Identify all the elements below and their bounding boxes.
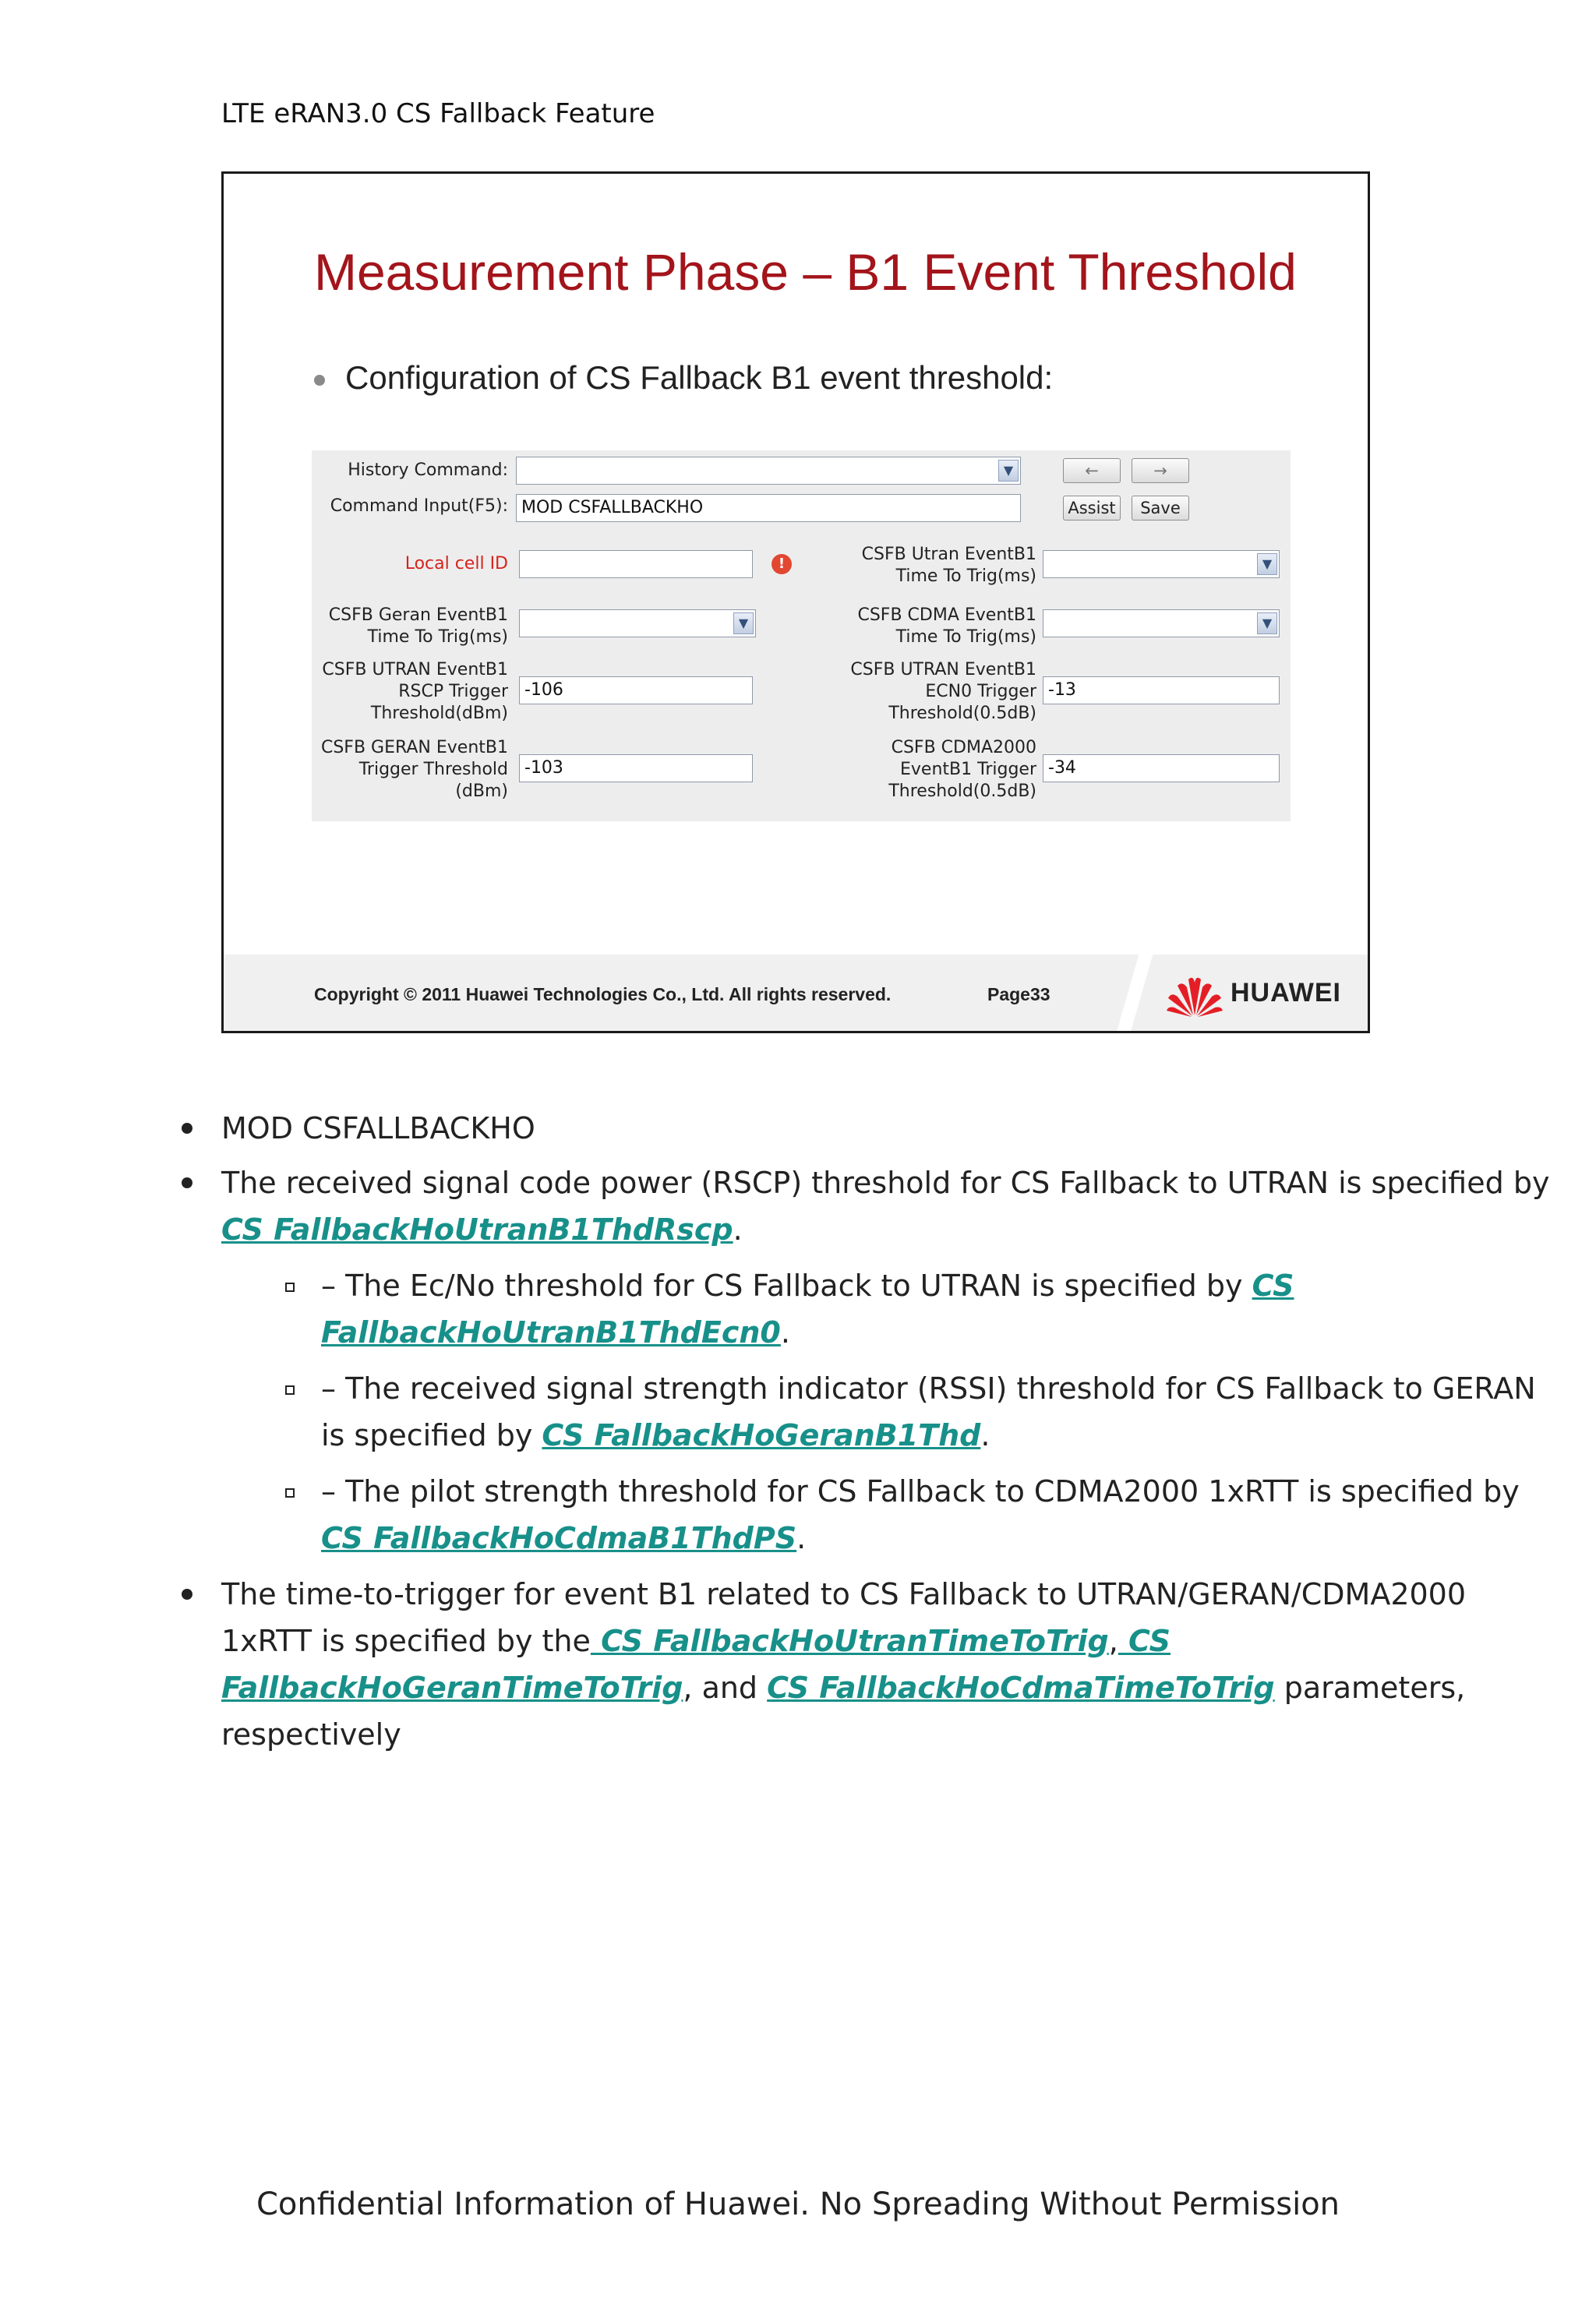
parameter-link[interactable]: CS FallbackHoCdmaTimeToTrig: [767, 1671, 1275, 1705]
slide: [221, 171, 1370, 1033]
mml-command-panel: [312, 450, 1291, 821]
geran-threshold-input[interactable]: -103: [519, 754, 753, 782]
history-command-dropdown[interactable]: [516, 457, 1021, 485]
bullet-dot: [182, 1177, 192, 1188]
chevron-down-icon: ▼: [1257, 553, 1277, 575]
list-item: MOD CSFALLBACKHO: [221, 1105, 535, 1152]
square-bullet: [285, 1488, 295, 1498]
slide-page-number: Page33: [987, 984, 1050, 1004]
back-arrow-button[interactable]: ←: [1063, 458, 1121, 483]
bullet-dot: [314, 375, 325, 386]
footer-divider: [1115, 950, 1154, 1033]
utran-ecn0-threshold-label: CSFB UTRAN EventB1 ECN0 Trigger Threshold(0.5dB): [850, 660, 1036, 723]
slide-footer: [224, 955, 1368, 1031]
geran-time-to-trig-label: CSFB Geran EventB1 Time To Trig(ms): [328, 605, 508, 647]
huawei-logo-text: HUAWEI: [1231, 978, 1341, 1008]
copyright-text: Copyright © 2011 Huawei Technologies Co., Ltd. All rights reserved.: [314, 984, 892, 1004]
parameter-link[interactable]: FallbackHoGeranTimeToTrig: [221, 1671, 683, 1705]
warning-icon: !: [772, 554, 792, 574]
cdma2000-threshold-input[interactable]: -34: [1043, 754, 1280, 782]
geran-time-to-trig-dropdown[interactable]: [519, 609, 756, 637]
utran-time-to-trig-label: CSFB Utran EventB1 Time To Trig(ms): [861, 545, 1036, 586]
chevron-down-icon: ▼: [1257, 612, 1277, 634]
square-bullet: [285, 1283, 295, 1292]
list-item: The time-to-trigger for event B1 related to CS Fallback to UTRAN/GERAN/CDMA2000: [221, 1571, 1466, 1618]
save-button[interactable]: Save: [1132, 496, 1189, 521]
list-item-continuation: 1xRTT is specified by the CS FallbackHoUtranTimeToTrig, CS: [221, 1624, 1171, 1658]
sub-list-item-continuation: FallbackHoUtranB1ThdEcn0.: [321, 1315, 790, 1350]
utran-rscp-threshold-input[interactable]: -106: [519, 676, 753, 704]
parameter-link[interactable]: CS: [1118, 1624, 1171, 1658]
history-command-label: History Command:: [348, 461, 508, 480]
page-footer: Confidential Information of Huawei. No Spreading Without Permission: [256, 2186, 1340, 2222]
parameter-link[interactable]: CS FallbackHoUtranB1ThdRscp: [221, 1212, 733, 1247]
assist-button[interactable]: Assist: [1063, 496, 1121, 521]
cdma2000-threshold-label: CSFB CDMA2000 EventB1 Trigger Threshold(0.5dB): [888, 738, 1036, 801]
parameter-link[interactable]: CS FallbackHoUtranTimeToTrig: [590, 1624, 1109, 1658]
geran-threshold-label: CSFB GERAN EventB1 Trigger Threshold (dBm): [320, 738, 508, 801]
square-bullet: [285, 1385, 295, 1395]
parameter-link[interactable]: CS FallbackHoCdmaB1ThdPS: [321, 1521, 797, 1555]
sub-list-item: – The received signal strength indicator (RSSI) threshold for CS Fallback to GERAN: [321, 1365, 1536, 1412]
bullet-dot: [182, 1589, 192, 1600]
document-header: LTE eRAN3.0 CS Fallback Feature: [221, 98, 655, 129]
sub-list-item-continuation: is specified by CS FallbackHoGeranB1Thd.: [321, 1418, 990, 1452]
parameter-link[interactable]: FallbackHoUtranB1ThdEcn0: [321, 1315, 781, 1350]
command-input-label: Command Input(F5):: [330, 496, 508, 516]
local-cell-id-label: Local cell ID: [404, 554, 508, 573]
forward-arrow-button[interactable]: →: [1132, 458, 1189, 483]
bullet-dot: [182, 1123, 192, 1134]
chevron-down-icon: ▼: [998, 460, 1019, 482]
parameter-link[interactable]: CS FallbackHoGeranB1Thd: [542, 1418, 981, 1452]
sub-list-item-continuation: CS FallbackHoCdmaB1ThdPS.: [321, 1521, 807, 1555]
utran-time-to-trig-dropdown[interactable]: [1043, 550, 1280, 578]
command-input-field[interactable]: MOD CSFALLBACKHO: [516, 494, 1021, 522]
huawei-logo-icon: [1167, 973, 1223, 1017]
utran-ecn0-threshold-input[interactable]: -13: [1043, 676, 1280, 704]
list-item: The received signal code power (RSCP) threshold for CS Fallback to UTRAN is specified by: [221, 1159, 1549, 1206]
slide-bullet-text: Configuration of CS Fallback B1 event threshold:: [345, 359, 1054, 396]
sub-list-item: – The pilot strength threshold for CS Fallback to CDMA2000 1xRTT is specified by: [321, 1468, 1520, 1515]
cdma-time-to-trig-label: CSFB CDMA EventB1 Time To Trig(ms): [857, 605, 1036, 647]
utran-rscp-threshold-label: CSFB UTRAN EventB1 RSCP Trigger Threshold(dBm): [322, 660, 508, 723]
chevron-down-icon: ▼: [733, 612, 754, 634]
list-item-continuation: FallbackHoGeranTimeToTrig, and CS FallbackHoCdmaTimeToTrig parameters,: [221, 1671, 1466, 1705]
list-item-continuation: respectively: [221, 1717, 401, 1752]
parameter-link[interactable]: CS: [1252, 1269, 1294, 1303]
sub-list-item: – The Ec/No threshold for CS Fallback to UTRAN is specified by CS: [321, 1262, 1294, 1309]
list-item-continuation: CS FallbackHoUtranB1ThdRscp.: [221, 1212, 743, 1247]
local-cell-id-input[interactable]: [519, 550, 753, 578]
slide-bullet: [314, 359, 1053, 397]
cdma-time-to-trig-dropdown[interactable]: [1043, 609, 1280, 637]
slide-title: Measurement Phase – B1 Event Threshold: [314, 243, 1297, 301]
